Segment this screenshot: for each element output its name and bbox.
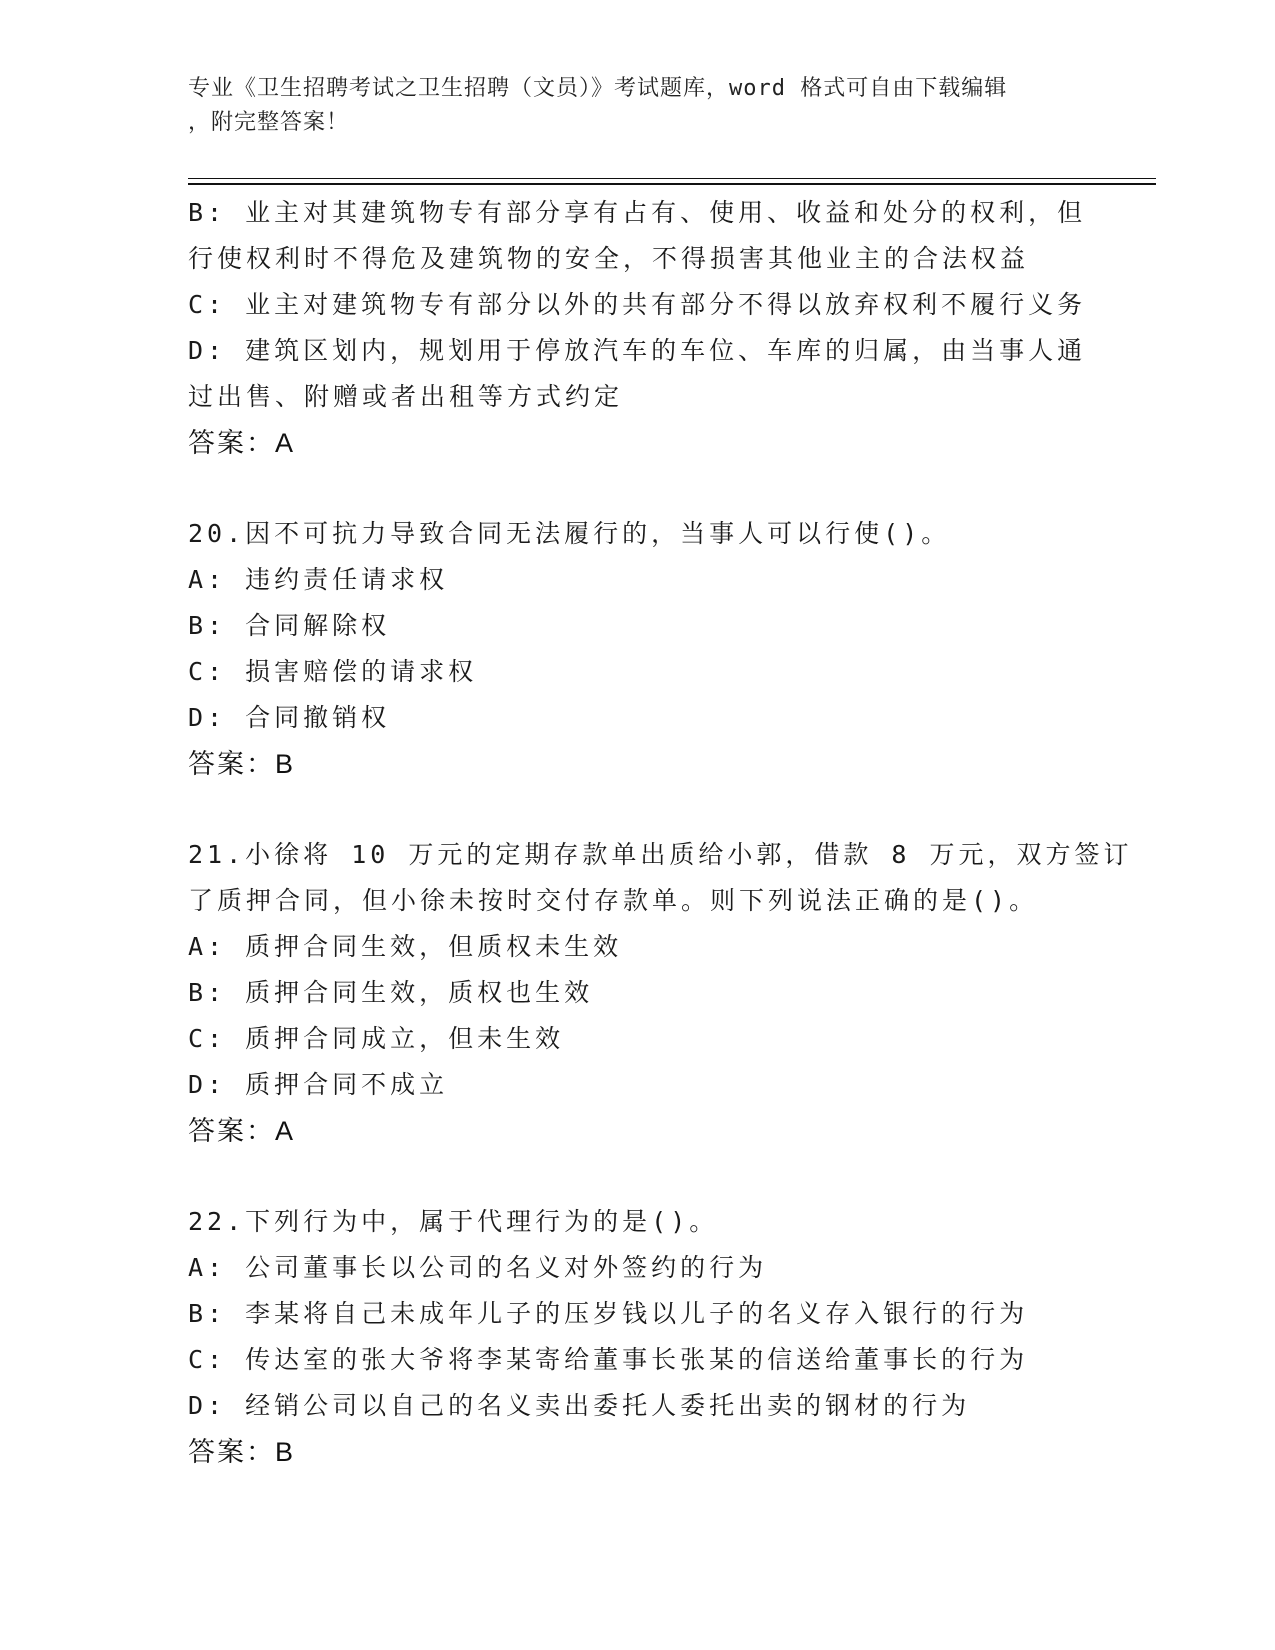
question-stem-continued: 了质押合同，但小徐未按时交付存款单。则下列说法正确的是()。 — [188, 886, 1039, 915]
header-divider-top — [188, 178, 1156, 179]
question-22 — [188, 1199, 1088, 1475]
question-stem: 20.因不可抗力导致合同无法履行的，当事人可以行使()。 — [188, 519, 951, 548]
option-b: B: 质押合同生效，质权也生效 — [188, 978, 594, 1007]
header-line-1: 专业《卫生招聘考试之卫生招聘（文员）》考试题库，word 格式可自由下载编辑 — [188, 76, 1008, 101]
option-b: B: 李某将自己未成年儿子的压岁钱以儿子的名义存入银行的行为 — [188, 1299, 1029, 1328]
header-divider-bottom — [188, 183, 1156, 185]
option-a: A: 违约责任请求权 — [188, 565, 449, 594]
option-line: D: 建筑区划内，规划用于停放汽车的车位、车库的归属，由当事人通 — [188, 336, 1087, 365]
question-stem: 21.小徐将 10 万元的定期存款单出质给小郭，借款 8 万元，双方签订 — [188, 840, 1133, 869]
option-d: D: 质押合同不成立 — [188, 1070, 449, 1099]
question-stem: 22.下列行为中，属于代理行为的是()。 — [188, 1207, 719, 1236]
spacer — [188, 466, 1088, 511]
option-a: A: 公司董事长以公司的名义对外签约的行为 — [188, 1253, 768, 1282]
option-c: C: 损害赔偿的请求权 — [188, 657, 478, 686]
option-line: 行使权利时不得危及建筑物的安全，不得损害其他业主的合法权益 — [188, 244, 1030, 273]
option-c: C: 传达室的张大爷将李某寄给董事长张某的信送给董事长的行为 — [188, 1345, 1029, 1374]
question-19-continued — [188, 190, 1088, 466]
spacer — [188, 1154, 1088, 1199]
question-21 — [188, 832, 1133, 1154]
answer-label: 答案：B — [188, 1437, 296, 1467]
answer-label: 答案：A — [188, 1116, 296, 1146]
spacer — [188, 787, 1088, 832]
answer-label: 答案：A — [188, 428, 296, 458]
option-line: B: 业主对其建筑物专有部分享有占有、使用、收益和处分的权利，但 — [188, 198, 1087, 227]
question-20 — [188, 511, 1088, 787]
option-line: 过出售、附赠或者出租等方式约定 — [188, 382, 624, 411]
option-b: B: 合同解除权 — [188, 611, 391, 640]
answer-label: 答案：B — [188, 749, 296, 779]
option-line: C: 业主对建筑物专有部分以外的共有部分不得以放弃权利不履行义务 — [188, 290, 1087, 319]
option-d: D: 经销公司以自己的名义卖出委托人委托出卖的钢材的行为 — [188, 1391, 971, 1420]
option-a: A: 质押合同生效，但质权未生效 — [188, 932, 623, 961]
document-header — [188, 72, 1078, 140]
header-line-2: ，附完整答案！ — [188, 110, 350, 135]
question-list — [188, 190, 1133, 1475]
option-d: D: 合同撤销权 — [188, 703, 391, 732]
option-c: C: 质押合同成立，但未生效 — [188, 1024, 565, 1053]
